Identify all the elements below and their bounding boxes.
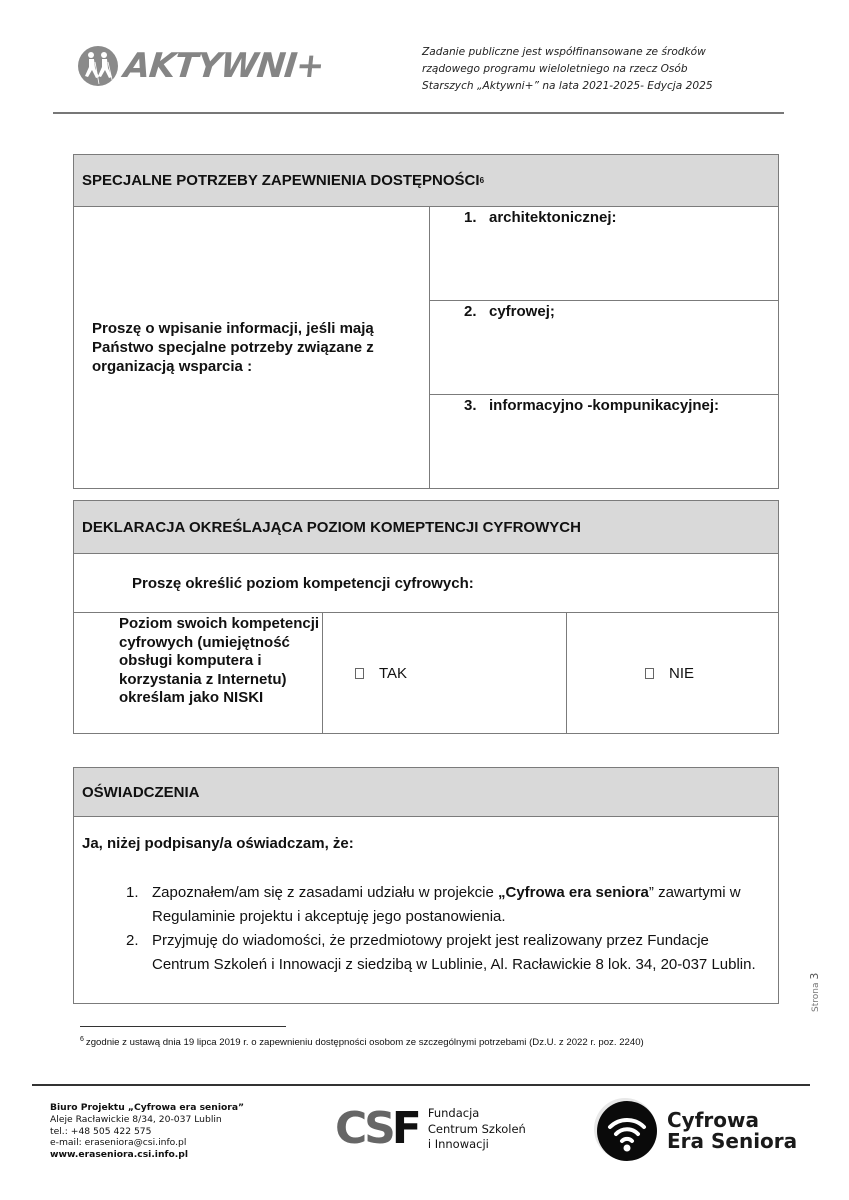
item-number: 2. bbox=[126, 932, 139, 949]
office-website: www.eraseniora.csi.info.pl bbox=[50, 1149, 189, 1161]
communication-needs-field[interactable] bbox=[430, 395, 778, 488]
digital-competence-header bbox=[74, 501, 778, 554]
footnote-text: zgodnie z ustawą dnia 19 lipca 2019 r. o zapewnieniu dostępności osobom ze szczególnymi potrzebami (Dz.U. z 2022 r. poz. 2240) bbox=[85, 1037, 644, 1048]
statements-intro: Ja, niżej podpisany/a oświadczam, że: bbox=[82, 835, 354, 852]
section-title: SPECJALNE POTRZEBY ZAPEWNIENIA DOSTĘPNOŚCI bbox=[82, 172, 480, 189]
item-number: 1. bbox=[126, 884, 139, 901]
competence-prompt: Proszę określić poziom kompetencji cyfrowych: bbox=[74, 554, 778, 613]
footnote-divider bbox=[80, 1026, 286, 1027]
statements-table bbox=[73, 767, 779, 1004]
statement-text-part: Zapoznałem/am się z zasadami udziału w projekcie bbox=[152, 884, 498, 901]
checkbox-icon[interactable] bbox=[645, 668, 654, 679]
wifi-icon bbox=[597, 1101, 657, 1161]
item-label: informacyjno -kompunikacyjnej: bbox=[489, 397, 720, 414]
office-contact bbox=[50, 1102, 244, 1161]
funding-note-line: Starszych „Aktywni+” na lata 2021-2025- Edycja 2025 bbox=[422, 80, 713, 92]
office-email: e-mail: eraseniora@csi.info.pl bbox=[50, 1137, 187, 1149]
footnote bbox=[80, 1036, 644, 1048]
header-divider bbox=[53, 112, 784, 114]
funding-note-line: rządowego programu wieloletniego na rzecz Osób bbox=[422, 63, 688, 75]
csi-logo-line: Centrum Szkoleń bbox=[427, 1121, 526, 1136]
csi-logo-line: Fundacja bbox=[427, 1106, 480, 1120]
statements-header bbox=[74, 768, 778, 817]
logo-text: AKTYWNI+ bbox=[121, 46, 326, 86]
office-phone: tel.: +48 505 422 575 bbox=[50, 1125, 152, 1137]
item-number: 2. bbox=[464, 303, 477, 320]
statement-text: Przyjmuję do wiadomości, że przedmiotowy projekt jest realizowany przez Fundacje Centrum Szkoleń i Innowacji z siedzibą w Lublinie, Al. Racławickie 8 lok. 34, 20-037 Lublin. bbox=[152, 932, 756, 973]
section-title: OŚWIADCZENIA bbox=[82, 783, 200, 801]
section-title: DEKLARACJA OKREŚLAJĄCA POZIOM KOMEPTENCJI CYFROWYCH bbox=[82, 518, 581, 536]
cyfrowa-era-seniora-logo bbox=[597, 1101, 797, 1161]
accessibility-prompt: Proszę o wpisanie informacji, jeśli mają Państwo specjalne potrzeby związane z organizacją wsparcia : bbox=[74, 207, 430, 488]
accessibility-needs-header bbox=[74, 155, 778, 207]
accessibility-needs-table bbox=[73, 154, 779, 489]
statement-text bbox=[152, 881, 758, 929]
digital-competence-table bbox=[73, 500, 779, 734]
aktywni-logo bbox=[78, 40, 324, 92]
project-name: „Cyfrowa era seniora bbox=[498, 884, 649, 901]
csi-logo-line: i Innowacji bbox=[427, 1137, 489, 1151]
item-label: architektonicznej: bbox=[489, 209, 617, 226]
item-label: cyfrowej; bbox=[489, 303, 555, 320]
office-address: Aleje Racławickie 8/34, 20-037 Lublin bbox=[50, 1113, 222, 1125]
checkbox-icon[interactable] bbox=[355, 668, 364, 679]
ces-logo-text bbox=[667, 1110, 797, 1152]
office-title: Biuro Projektu „Cyfrowa era seniora” bbox=[50, 1102, 245, 1113]
competence-question: Poziom swoich kompetencji cyfrowych (umiejętność obsługi komputera i korzystania z Internetu) określam jako NISKI bbox=[74, 613, 323, 733]
option-label: TAK bbox=[379, 664, 408, 682]
page-value: 3 bbox=[808, 972, 821, 980]
item-number: 3. bbox=[464, 397, 477, 414]
page-number bbox=[808, 973, 821, 1012]
page-label: Strona bbox=[811, 982, 821, 1012]
statement-item bbox=[126, 929, 758, 977]
statements-list bbox=[74, 881, 778, 977]
ces-logo-line: Cyfrowa bbox=[667, 1108, 759, 1132]
footnote-ref: 6 bbox=[479, 176, 485, 185]
csi-logo-mark: CSF bbox=[335, 1103, 418, 1155]
statement-text-part: ” zawartymi w Regulaminie projektu i akceptuję jego postanowienia. bbox=[152, 884, 741, 925]
footnote-number: 6 bbox=[80, 1036, 84, 1043]
digital-needs-field[interactable] bbox=[430, 301, 778, 395]
option-nie[interactable] bbox=[567, 613, 778, 733]
csi-logo bbox=[335, 1103, 526, 1155]
statement-item bbox=[126, 881, 758, 929]
architectural-needs-field[interactable] bbox=[430, 207, 778, 301]
funding-note bbox=[422, 44, 762, 95]
csi-logo-text bbox=[428, 1106, 526, 1153]
walkers-icon bbox=[78, 46, 118, 86]
option-tak[interactable] bbox=[323, 613, 567, 733]
funding-note-line: Zadanie publiczne jest współfinansowane ze środków bbox=[422, 46, 706, 58]
item-number: 1. bbox=[464, 209, 477, 226]
ces-logo-line: Era Seniora bbox=[667, 1129, 798, 1153]
footer-divider bbox=[32, 1084, 810, 1086]
option-label: NIE bbox=[669, 664, 695, 682]
